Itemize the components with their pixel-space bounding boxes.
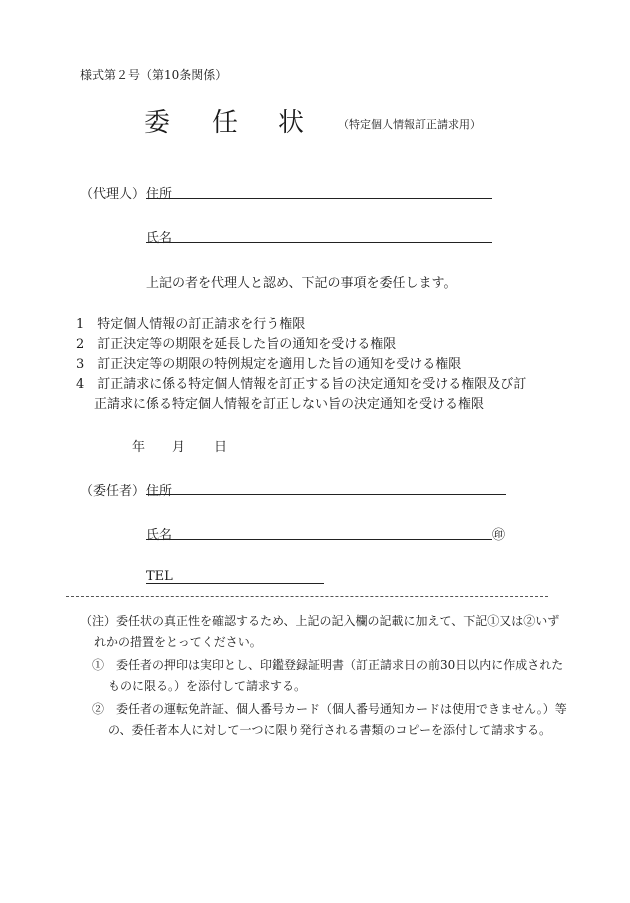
delegation-statement: 上記の者を代理人と認め、下記の事項を委任します。 xyxy=(146,276,457,291)
principal-name-field[interactable] xyxy=(146,539,492,540)
principal-label: （委任者） xyxy=(80,484,146,499)
agent-address-field[interactable] xyxy=(146,198,492,199)
note-line: れかの措置をとってください。 xyxy=(94,635,262,649)
document-subtitle: （特定個人情報訂正請求用） xyxy=(338,118,481,131)
tel-label: TEL xyxy=(146,569,173,584)
agent-name-label: 氏名 xyxy=(146,231,173,246)
form-number: 様式第２号（第10条関係） xyxy=(80,68,228,82)
tel-field[interactable] xyxy=(146,583,324,584)
list-item: 2 訂正決定等の期限を延長した旨の通知を受ける権限 xyxy=(76,337,397,352)
list-item: 3 訂正決定等の期限の特例規定を適用した旨の通知を受ける権限 xyxy=(76,357,462,372)
agent-address-label: 住所 xyxy=(146,187,173,202)
seal-mark: ㊞ xyxy=(492,528,506,543)
title-char-3: 状 xyxy=(278,108,305,138)
agent-name-field[interactable] xyxy=(146,242,492,243)
note-line: の、委任者本人に対して一つに限り発行される書類のコピーを添付して請求する。 xyxy=(108,723,552,737)
title-char-2: 任 xyxy=(212,108,239,138)
date-day-label: 日 xyxy=(214,440,228,455)
principal-address-label: 住所 xyxy=(146,484,173,499)
document-title xyxy=(144,102,304,139)
agent-label: （代理人） xyxy=(80,187,146,202)
date-year-label: 年 xyxy=(132,440,146,455)
principal-name-label: 氏名 xyxy=(146,528,173,543)
note-line: ① 委任者の押印は実印とし、印鑑登録証明書（訂正請求日の前30日以内に作成された xyxy=(92,658,564,672)
list-item: 4 訂正請求に係る特定個人情報を訂正する旨の決定通知を受ける権限及び訂 xyxy=(76,377,527,392)
divider xyxy=(66,596,548,597)
note-line: ものに限る。）を添付して請求する。 xyxy=(108,679,307,693)
date-month-label: 月 xyxy=(172,440,186,455)
list-item: 正請求に係る特定個人情報を訂正しない旨の決定通知を受ける権限 xyxy=(94,397,485,412)
note-line: （注）委任状の真正性を確認するため、上記の記入欄の記載に加えて、下記①又は②いず xyxy=(80,614,560,628)
note-line: ② 委任者の運転免許証、個人番号カード（個人番号通知カードは使用できません。）等 xyxy=(92,702,567,716)
title-char-1: 委 xyxy=(144,108,171,138)
list-item: 1 特定個人情報の訂正請求を行う権限 xyxy=(76,317,306,332)
principal-address-field[interactable] xyxy=(146,494,506,495)
